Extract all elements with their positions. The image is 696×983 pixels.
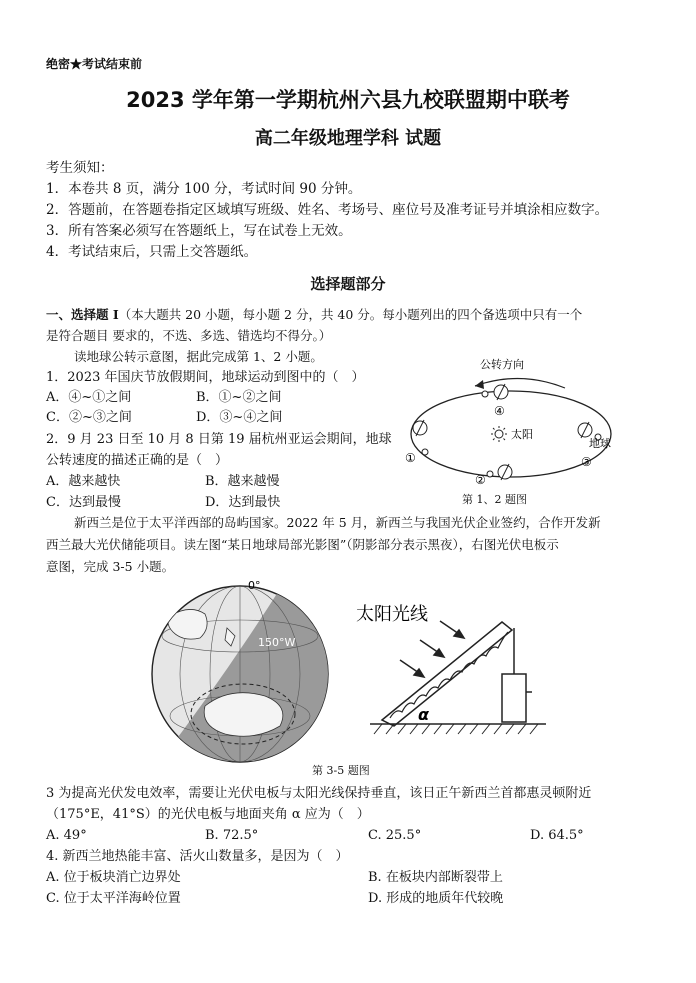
- q3-stem-line1: 3 为提高光伏发电效率，需要让光伏电板与太阳光线保持垂直，该日正午新西兰首都惠灵顿附近: [46, 786, 592, 801]
- intro-q3-5-line3: 意图，完成 3-5 小题。: [46, 559, 175, 574]
- antarctica-landmass: [204, 693, 283, 737]
- orbit-marker: [487, 471, 493, 477]
- earth-position-right: [578, 422, 592, 438]
- notice-item: 1．本卷共 8 页，满分 100 分，考试时间 90 分钟。: [46, 181, 362, 197]
- fig12-caption: 第 1、2 题图: [462, 493, 527, 506]
- globe-150w-label: 150°W: [258, 636, 296, 649]
- q4-option-b: B. 在板块内部断裂带上: [368, 870, 503, 885]
- panel-stand: [502, 674, 526, 722]
- earth-position-bottom: [498, 464, 512, 480]
- part1-heading-rest: （本大题共 20 小题，每小题 2 分，共 40 分。每小题列出的四个备选项中只有一个: [118, 307, 583, 322]
- q1-option-d: D．③~④之间: [196, 410, 283, 425]
- notice-item: 4．考试结束后，只需上交答题纸。: [46, 244, 258, 260]
- exam-subtitle: 高二年级地理学科 试题: [254, 128, 442, 149]
- part1-heading-line2: 是符合题目 要求的，不选、多选、错选均不得分。）: [46, 328, 332, 343]
- position-2-label: ②: [475, 473, 486, 487]
- orbit-marker: [422, 449, 428, 455]
- q1-stem: 1．2023 年国庆节放假期间，地球运动到图中的（ ）: [46, 370, 365, 385]
- intro-q3-5-line2: 西兰最大光伏储能项目。读左图“某日地球局部光影图”（阴影部分表示黑夜），右图光伏电板示: [46, 537, 559, 552]
- q2-option-a: A．越来越快: [46, 474, 121, 489]
- earth-position-top: [494, 384, 508, 400]
- section-title: 选择题部分: [310, 275, 386, 293]
- globe-light-shadow-map: [145, 576, 345, 766]
- q4-option-d: D. 形成的地质年代较晚: [368, 891, 504, 906]
- position-3-label: ③: [581, 455, 592, 469]
- q4-stem: 4. 新西兰地热能丰富、活火山数量多，是因为（ ）: [46, 849, 349, 864]
- q3-option-c: C. 25.5°: [368, 828, 422, 843]
- earth-label: 地球: [589, 437, 611, 450]
- sunlight-label: 太阳光线: [356, 604, 428, 625]
- position-4-label: ④: [494, 404, 505, 418]
- ground-hatching: [374, 724, 538, 734]
- sun-label: 太阳: [511, 428, 533, 441]
- solar-panel-diagram: [350, 596, 550, 741]
- q1-option-a: A．④~①之间: [46, 390, 132, 405]
- q4-option-a: A. 位于板块消亡边界处: [46, 870, 181, 885]
- q2-stem-line1: 2．9 月 23 日至 10 月 8 日第 19 届杭州亚运会期间，地球: [46, 432, 392, 447]
- q3-option-a: A. 49°: [46, 828, 87, 843]
- orbit-direction-arrow: [475, 378, 565, 388]
- exam-title: 2023 学年第一学期杭州六县九校联盟期中联考: [126, 88, 570, 112]
- q2-option-c: C．达到最慢: [46, 495, 121, 510]
- intro-q3-5-line1: 新西兰是位于太平洋西部的岛屿国家。2022 年 5 月，新西兰与我国光伏企业签约，合作开发新: [74, 515, 601, 530]
- notice-heading: 考生须知：: [46, 160, 114, 176]
- arrow-head-icon: [475, 380, 484, 389]
- position-1-label: ①: [405, 451, 416, 465]
- confidential-label: 绝密★考试结束前: [46, 57, 143, 71]
- q2-option-d: D．达到最快: [205, 495, 281, 510]
- solar-panel-board: [382, 622, 512, 726]
- q3-option-b: B. 72.5°: [205, 828, 259, 843]
- part1-heading: [46, 305, 582, 325]
- earth-position-left: [413, 420, 427, 436]
- angle-alpha-label: α: [418, 705, 429, 724]
- q3-option-d: D. 64.5°: [530, 828, 584, 843]
- orbit-marker: [482, 391, 488, 397]
- q1-option-b: B．①~②之间: [196, 390, 282, 405]
- fig35-caption: 第 3-5 题图: [312, 764, 370, 777]
- q2-stem-line2: 公转速度的描述正确的是（ ）: [46, 453, 229, 468]
- q2-option-b: B．越来越慢: [205, 474, 280, 489]
- q4-option-c: C. 位于太平洋海岭位置: [46, 891, 181, 906]
- q1-option-c: C．②~③之间: [46, 410, 132, 425]
- notice-item: 2．答题前，在答题卷指定区域填写班级、姓名、考场号、座位号及准考证号并填涂相应数字。: [46, 202, 609, 218]
- notice-item: 3．所有答案必须写在答题纸上，写在试卷上无效。: [46, 223, 352, 239]
- sun-icon: [491, 426, 507, 442]
- q3-stem-line2: （175°E，41°S）的光伏电板与地面夹角 α 应为（ ）: [46, 807, 370, 822]
- orbit-direction-label: 公转方向: [480, 358, 524, 371]
- part1-heading-lead: 一、选择题 Ⅰ: [46, 307, 119, 322]
- intro-q1-2: 读地球公转示意图，据此完成第 1、2 小题。: [74, 349, 323, 364]
- globe-meridian-0-label: 0°: [248, 579, 261, 592]
- orbit-diagram: [395, 352, 635, 512]
